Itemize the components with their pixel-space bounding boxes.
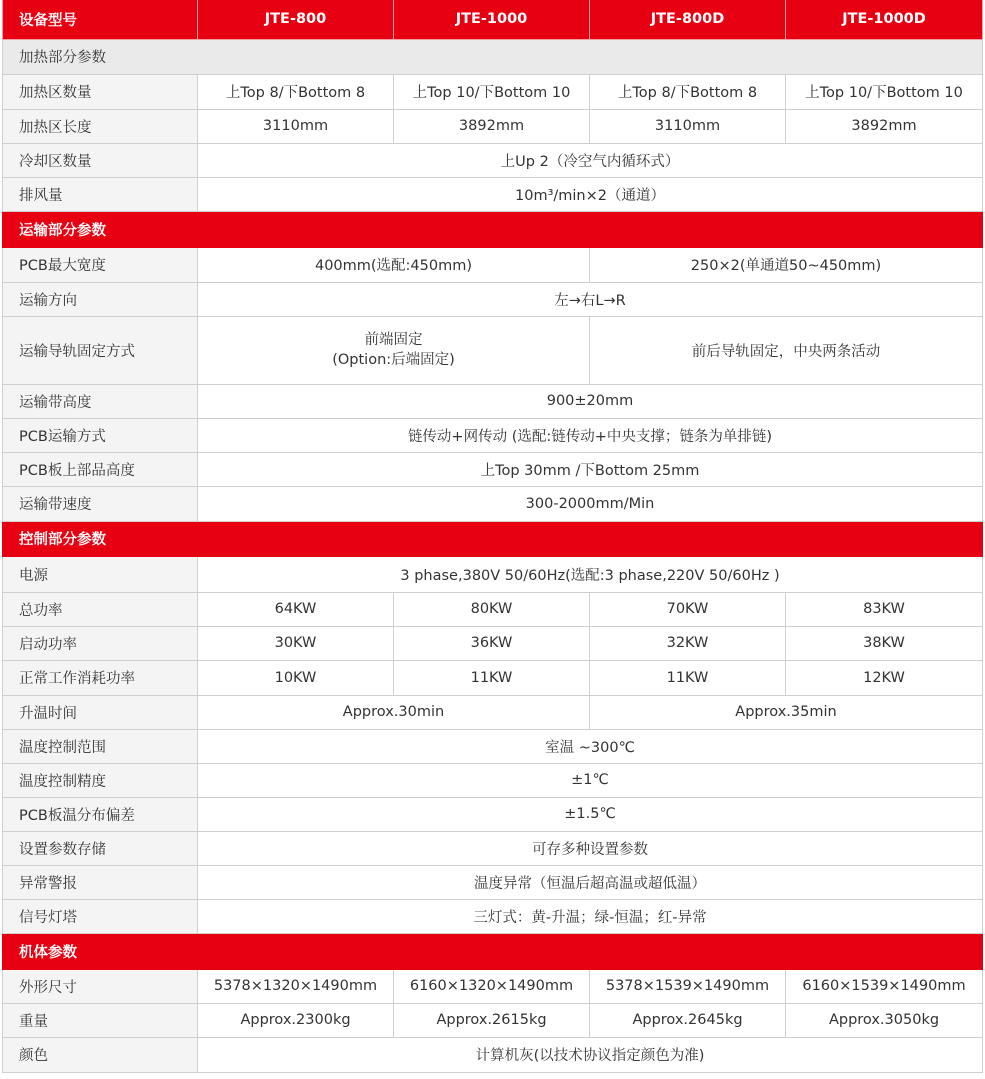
cell-value: 30KW xyxy=(198,626,394,660)
cell-value: 3110mm xyxy=(198,109,394,143)
row-label: 温度控制精度 xyxy=(3,763,198,797)
section-body xyxy=(3,933,983,969)
row-heating-zones xyxy=(3,74,983,109)
cell-value: 上Top 30mm /下Bottom 25mm xyxy=(198,452,983,486)
cell-value: 400mm(选配:450mm) xyxy=(198,247,590,282)
row-dimensions xyxy=(3,969,983,1003)
cell-value: 83KW xyxy=(786,592,983,626)
cell-value: 3110mm xyxy=(590,109,786,143)
row-belt-speed xyxy=(3,486,983,521)
cell-value: ±1℃ xyxy=(198,763,983,797)
cell-value: 38KW xyxy=(786,626,983,660)
row-label: 重量 xyxy=(3,1003,198,1037)
row-component-height xyxy=(3,452,983,486)
cell-value: 3892mm xyxy=(394,109,590,143)
cell-value: 10KW xyxy=(198,660,394,695)
cell-line: 前端固定 xyxy=(364,332,423,348)
cell-value: 计算机灰(以技术协议指定颜色为准) xyxy=(198,1037,983,1072)
section-heating xyxy=(3,39,983,74)
row-label: 启动功率 xyxy=(3,626,198,660)
row-label: PCB板上部品高度 xyxy=(3,452,198,486)
cell-value: 链传动+网传动 (选配:链传动+中央支撑；链条为单排链) xyxy=(198,418,983,452)
cell-value: 900±20mm xyxy=(198,384,983,418)
row-label: PCB最大宽度 xyxy=(3,247,198,282)
cell-value: 11KW xyxy=(590,660,786,695)
model-jte-800: JTE-800 xyxy=(198,0,394,39)
row-heatup-time xyxy=(3,695,983,729)
cell-value: 64KW xyxy=(198,592,394,626)
row-temp-precision xyxy=(3,763,983,797)
row-power-supply xyxy=(3,556,983,592)
row-label: 正常工作消耗功率 xyxy=(3,660,198,695)
model-jte-1000: JTE-1000 xyxy=(394,0,590,39)
cell-value: 上Up 2（冷空气内循环式） xyxy=(198,143,983,177)
row-label: 加热区数量 xyxy=(3,74,198,109)
row-pcb-width xyxy=(3,247,983,282)
row-signal-tower xyxy=(3,899,983,933)
cell-value: 36KW xyxy=(394,626,590,660)
section-title: 加热部分参数 xyxy=(3,39,983,74)
row-label: 温度控制范围 xyxy=(3,729,198,763)
cell-value: 上Top 10/下Bottom 10 xyxy=(394,74,590,109)
header-label: 设备型号 xyxy=(3,0,198,39)
section-conveyor xyxy=(3,211,983,247)
row-param-storage xyxy=(3,831,983,865)
row-normal-power xyxy=(3,660,983,695)
row-temp-range xyxy=(3,729,983,763)
cell-value: Approx.35min xyxy=(590,695,983,729)
section-control xyxy=(3,521,983,556)
row-direction xyxy=(3,282,983,316)
row-label: 异常警报 xyxy=(3,865,198,899)
row-label: 总功率 xyxy=(3,592,198,626)
cell-value: 5378×1320×1490mm xyxy=(198,969,394,1003)
cell-value: Approx.2300kg xyxy=(198,1003,394,1037)
row-weight xyxy=(3,1003,983,1037)
cell-value: 可存多种设置参数 xyxy=(198,831,983,865)
cell-value: 前后导轨固定，中央两条活动 xyxy=(590,316,983,384)
cell-value: 5378×1539×1490mm xyxy=(590,969,786,1003)
row-belt-height xyxy=(3,384,983,418)
cell-value: 上Top 8/下Bottom 8 xyxy=(198,74,394,109)
cell-value: Approx.2615kg xyxy=(394,1003,590,1037)
row-exhaust xyxy=(3,177,983,211)
row-alarm xyxy=(3,865,983,899)
cell-value xyxy=(198,316,590,384)
cell-line: (Option:后端固定) xyxy=(332,352,455,368)
cell-value: 左→右L→R xyxy=(198,282,983,316)
section-title: 运输部分参数 xyxy=(3,211,983,247)
row-label: 运输导轨固定方式 xyxy=(3,316,198,384)
cell-value: 上Top 10/下Bottom 10 xyxy=(786,74,983,109)
row-label: 设置参数存储 xyxy=(3,831,198,865)
section-title: 控制部分参数 xyxy=(3,521,983,556)
cell-value: 10m³/min×2（通道） xyxy=(198,177,983,211)
cell-value: 3892mm xyxy=(786,109,983,143)
cell-value: 250×2(单通道50~450mm) xyxy=(590,247,983,282)
row-cooling-zones xyxy=(3,143,983,177)
row-heating-length xyxy=(3,109,983,143)
cell-value: 11KW xyxy=(394,660,590,695)
cell-value: 室温 ~300℃ xyxy=(198,729,983,763)
row-label: 升温时间 xyxy=(3,695,198,729)
model-jte-800d: JTE-800D xyxy=(590,0,786,39)
row-total-power xyxy=(3,592,983,626)
spec-table xyxy=(2,0,983,1073)
cell-value: Approx.3050kg xyxy=(786,1003,983,1037)
row-label: 信号灯塔 xyxy=(3,899,198,933)
row-startup-power xyxy=(3,626,983,660)
row-label: 冷却区数量 xyxy=(3,143,198,177)
model-jte-1000d: JTE-1000D xyxy=(786,0,983,39)
row-label: 颜色 xyxy=(3,1037,198,1072)
cell-value: 温度异常（恒温后超高温或超低温） xyxy=(198,865,983,899)
row-label: 运输带速度 xyxy=(3,486,198,521)
row-color xyxy=(3,1037,983,1072)
row-label: PCB运输方式 xyxy=(3,418,198,452)
cell-value: Approx.30min xyxy=(198,695,590,729)
cell-value: 70KW xyxy=(590,592,786,626)
section-title: 机体参数 xyxy=(3,933,983,969)
header-row xyxy=(3,0,983,39)
cell-value: Approx.2645kg xyxy=(590,1003,786,1037)
row-pcb-transport xyxy=(3,418,983,452)
row-label: 外形尺寸 xyxy=(3,969,198,1003)
cell-value: 上Top 8/下Bottom 8 xyxy=(590,74,786,109)
row-label: PCB板温分布偏差 xyxy=(3,797,198,831)
cell-value: 6160×1320×1490mm xyxy=(394,969,590,1003)
row-rail-fix xyxy=(3,316,983,384)
cell-value: 300-2000mm/Min xyxy=(198,486,983,521)
cell-value: ±1.5℃ xyxy=(198,797,983,831)
cell-value: 32KW xyxy=(590,626,786,660)
row-label: 电源 xyxy=(3,556,198,592)
row-label: 加热区长度 xyxy=(3,109,198,143)
row-label: 运输带高度 xyxy=(3,384,198,418)
cell-value: 80KW xyxy=(394,592,590,626)
cell-value: 三灯式：黄-升温；绿-恒温；红-异常 xyxy=(198,899,983,933)
cell-value: 6160×1539×1490mm xyxy=(786,969,983,1003)
row-label: 运输方向 xyxy=(3,282,198,316)
cell-value: 12KW xyxy=(786,660,983,695)
cell-value: 3 phase,380V 50/60Hz(选配:3 phase,220V 50/60Hz ) xyxy=(198,556,983,592)
row-label: 排风量 xyxy=(3,177,198,211)
row-temp-deviation xyxy=(3,797,983,831)
